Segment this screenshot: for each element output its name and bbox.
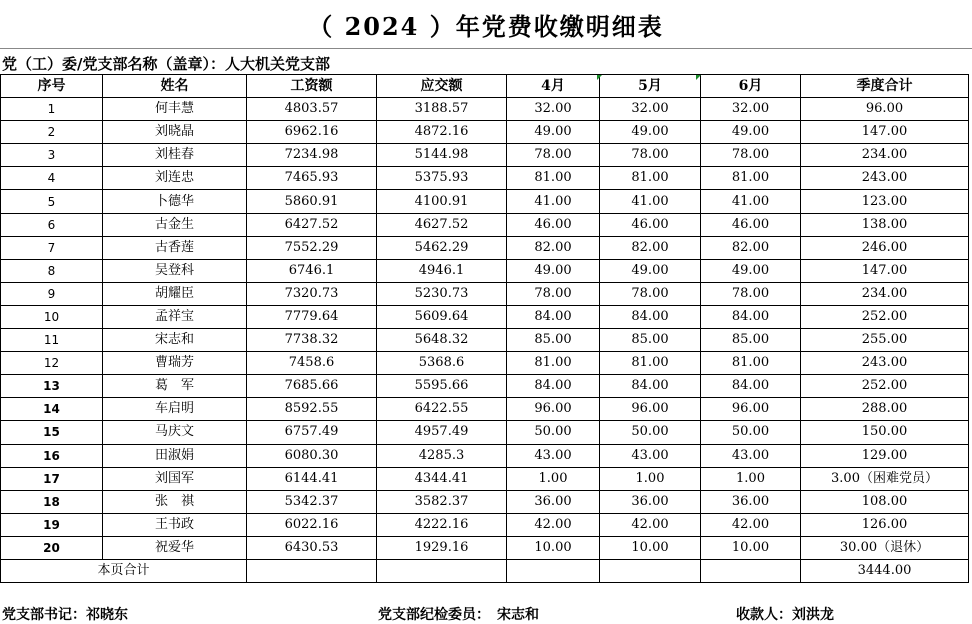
- header-quarter-total: 季度合计: [801, 75, 969, 98]
- row-april: 10.00: [507, 536, 600, 559]
- row-name: 曹瑞芳: [103, 352, 247, 375]
- row-name: 祝爱华: [103, 536, 247, 559]
- row-name: 吴登科: [103, 259, 247, 282]
- row-salary: 7320.73: [247, 282, 377, 305]
- row-quarter-total: 243.00: [801, 352, 969, 375]
- row-no: 4: [1, 167, 103, 190]
- table-row: [1, 259, 969, 282]
- row-no: 14: [1, 398, 103, 421]
- header-name: 姓名: [103, 75, 247, 98]
- row-name: 马庆文: [103, 421, 247, 444]
- row-june: 49.00: [701, 259, 801, 282]
- row-due: 4872.16: [377, 121, 507, 144]
- row-due: 4344.41: [377, 467, 507, 490]
- row-may: 49.00: [600, 121, 701, 144]
- row-quarter-total: 126.00: [801, 513, 969, 536]
- row-due: 6422.55: [377, 398, 507, 421]
- page-total-blank: [377, 559, 507, 582]
- row-salary: 7458.6: [247, 352, 377, 375]
- row-due: 3582.37: [377, 490, 507, 513]
- row-quarter-total: 255.00: [801, 329, 969, 352]
- row-quarter-total: 147.00: [801, 121, 969, 144]
- row-april: 82.00: [507, 236, 600, 259]
- row-no: 16: [1, 444, 103, 467]
- row-quarter-total: 3.00（困难党员）: [801, 467, 969, 490]
- page-total-blank: [507, 559, 600, 582]
- page-total-label: 本页合计: [1, 559, 247, 582]
- table-row: [1, 490, 969, 513]
- row-april: 50.00: [507, 421, 600, 444]
- row-name: 车启明: [103, 398, 247, 421]
- row-april: 78.00: [507, 282, 600, 305]
- row-no: 19: [1, 513, 103, 536]
- row-april: 41.00: [507, 190, 600, 213]
- row-june: 85.00: [701, 329, 801, 352]
- row-due: 5462.29: [377, 236, 507, 259]
- row-june: 78.00: [701, 144, 801, 167]
- table-row: [1, 329, 969, 352]
- row-june: 46.00: [701, 213, 801, 236]
- row-no: 6: [1, 213, 103, 236]
- page-total-blank: [701, 559, 801, 582]
- row-may: 85.00: [600, 329, 701, 352]
- row-april: 84.00: [507, 375, 600, 398]
- row-may: 81.00: [600, 352, 701, 375]
- header-row: [1, 75, 969, 98]
- row-name: 刘晓晶: [103, 121, 247, 144]
- cell-comment-marker: [597, 75, 602, 80]
- table-row: [1, 305, 969, 328]
- row-june: 84.00: [701, 375, 801, 398]
- row-may: 43.00: [600, 444, 701, 467]
- row-may: 78.00: [600, 144, 701, 167]
- page-title: （ 2024 ）年党费收缴明细表: [308, 11, 664, 41]
- row-april: 49.00: [507, 259, 600, 282]
- table-row: [1, 398, 969, 421]
- row-no: 8: [1, 259, 103, 282]
- row-salary: 7779.64: [247, 305, 377, 328]
- row-salary: 7685.66: [247, 375, 377, 398]
- receiver-signature: 收款人：刘洪龙: [736, 607, 834, 623]
- table-row: [1, 213, 969, 236]
- row-salary: 6427.52: [247, 213, 377, 236]
- row-no: 10: [1, 305, 103, 328]
- row-due: 4285.3: [377, 444, 507, 467]
- row-salary: 7552.29: [247, 236, 377, 259]
- row-may: 10.00: [600, 536, 701, 559]
- row-name: 孟祥宝: [103, 305, 247, 328]
- row-due: 5595.66: [377, 375, 507, 398]
- row-no: 18: [1, 490, 103, 513]
- row-june: 41.00: [701, 190, 801, 213]
- row-name: 田淑娟: [103, 444, 247, 467]
- row-due: 4222.16: [377, 513, 507, 536]
- row-june: 36.00: [701, 490, 801, 513]
- row-salary: 6080.30: [247, 444, 377, 467]
- row-april: 36.00: [507, 490, 600, 513]
- org-name-line: 党（工）委/党支部名称（盖章）：人大机关党支部: [2, 55, 330, 73]
- row-quarter-total: 252.00: [801, 375, 969, 398]
- row-no: 7: [1, 236, 103, 259]
- row-june: 84.00: [701, 305, 801, 328]
- row-june: 43.00: [701, 444, 801, 467]
- row-quarter-total: 234.00: [801, 282, 969, 305]
- row-april: 32.00: [507, 98, 600, 121]
- row-june: 50.00: [701, 421, 801, 444]
- table-row: [1, 236, 969, 259]
- row-name: 古金生: [103, 213, 247, 236]
- table-row: [1, 513, 969, 536]
- row-due: 4946.1: [377, 259, 507, 282]
- secretary-signature: 党支部书记：祁晓东: [2, 607, 128, 623]
- header-due: 应交额: [377, 75, 507, 98]
- row-no: 2: [1, 121, 103, 144]
- row-due: 5375.93: [377, 167, 507, 190]
- row-may: 1.00: [600, 467, 701, 490]
- row-name: 卜德华: [103, 190, 247, 213]
- row-due: 4627.52: [377, 213, 507, 236]
- row-may: 41.00: [600, 190, 701, 213]
- header-april: 4月: [507, 75, 600, 98]
- row-name: 胡耀臣: [103, 282, 247, 305]
- row-due: 5368.6: [377, 352, 507, 375]
- row-salary: 6962.16: [247, 121, 377, 144]
- row-salary: 8592.55: [247, 398, 377, 421]
- table-row: [1, 352, 969, 375]
- table-row: [1, 467, 969, 490]
- row-no: 5: [1, 190, 103, 213]
- row-no: 11: [1, 329, 103, 352]
- row-salary: 7738.32: [247, 329, 377, 352]
- row-salary: 5342.37: [247, 490, 377, 513]
- row-salary: 4803.57: [247, 98, 377, 121]
- row-april: 81.00: [507, 167, 600, 190]
- title-divider: [0, 48, 972, 49]
- row-june: 10.00: [701, 536, 801, 559]
- row-no: 15: [1, 421, 103, 444]
- row-april: 85.00: [507, 329, 600, 352]
- row-may: 42.00: [600, 513, 701, 536]
- cell-comment-marker: [696, 75, 701, 80]
- row-salary: 7465.93: [247, 167, 377, 190]
- table-row: [1, 167, 969, 190]
- row-may: 36.00: [600, 490, 701, 513]
- row-may: 84.00: [600, 375, 701, 398]
- page-total-blank: [247, 559, 377, 582]
- row-quarter-total: 138.00: [801, 213, 969, 236]
- row-name: 葛 军: [103, 375, 247, 398]
- row-april: 46.00: [507, 213, 600, 236]
- row-april: 96.00: [507, 398, 600, 421]
- row-april: 78.00: [507, 144, 600, 167]
- row-no: 1: [1, 98, 103, 121]
- row-salary: 6746.1: [247, 259, 377, 282]
- page-total-value: 3444.00: [801, 559, 969, 582]
- row-name: 刘连忠: [103, 167, 247, 190]
- row-quarter-total: 129.00: [801, 444, 969, 467]
- row-due: 5648.32: [377, 329, 507, 352]
- inspector-signature: 党支部纪检委员： 宋志和: [378, 607, 539, 623]
- row-may: 49.00: [600, 259, 701, 282]
- row-june: 49.00: [701, 121, 801, 144]
- row-name: 刘国军: [103, 467, 247, 490]
- row-may: 81.00: [600, 167, 701, 190]
- row-no: 20: [1, 536, 103, 559]
- header-salary: 工资额: [247, 75, 377, 98]
- row-may: 46.00: [600, 213, 701, 236]
- row-may: 78.00: [600, 282, 701, 305]
- row-quarter-total: 108.00: [801, 490, 969, 513]
- row-due: 4957.49: [377, 421, 507, 444]
- row-june: 96.00: [701, 398, 801, 421]
- row-salary: 7234.98: [247, 144, 377, 167]
- row-no: 9: [1, 282, 103, 305]
- row-quarter-total: 147.00: [801, 259, 969, 282]
- row-salary: 6757.49: [247, 421, 377, 444]
- row-name: 古香莲: [103, 236, 247, 259]
- row-june: 32.00: [701, 98, 801, 121]
- row-may: 50.00: [600, 421, 701, 444]
- dues-table: [0, 74, 969, 583]
- row-may: 84.00: [600, 305, 701, 328]
- row-quarter-total: 243.00: [801, 167, 969, 190]
- row-due: 5144.98: [377, 144, 507, 167]
- table-row: [1, 421, 969, 444]
- row-name: 刘桂春: [103, 144, 247, 167]
- row-salary: 6022.16: [247, 513, 377, 536]
- row-name: 王书政: [103, 513, 247, 536]
- row-may: 32.00: [600, 98, 701, 121]
- row-quarter-total: 288.00: [801, 398, 969, 421]
- row-april: 42.00: [507, 513, 600, 536]
- row-quarter-total: 30.00（退休）: [801, 536, 969, 559]
- row-april: 43.00: [507, 444, 600, 467]
- row-due: 4100.91: [377, 190, 507, 213]
- table-row: [1, 375, 969, 398]
- row-may: 82.00: [600, 236, 701, 259]
- row-quarter-total: 96.00: [801, 98, 969, 121]
- row-salary: 6144.41: [247, 467, 377, 490]
- row-may: 96.00: [600, 398, 701, 421]
- table-row: [1, 144, 969, 167]
- row-due: 5230.73: [377, 282, 507, 305]
- row-june: 1.00: [701, 467, 801, 490]
- header-no: 序号: [1, 75, 103, 98]
- row-name: 张 祺: [103, 490, 247, 513]
- row-april: 84.00: [507, 305, 600, 328]
- row-no: 17: [1, 467, 103, 490]
- row-june: 78.00: [701, 282, 801, 305]
- row-quarter-total: 234.00: [801, 144, 969, 167]
- row-april: 1.00: [507, 467, 600, 490]
- table-row: [1, 190, 969, 213]
- header-may: 5月: [600, 75, 701, 98]
- row-quarter-total: 246.00: [801, 236, 969, 259]
- row-name: 宋志和: [103, 329, 247, 352]
- row-june: 81.00: [701, 352, 801, 375]
- row-due: 3188.57: [377, 98, 507, 121]
- row-june: 42.00: [701, 513, 801, 536]
- table-row: [1, 98, 969, 121]
- row-quarter-total: 252.00: [801, 305, 969, 328]
- row-salary: 5860.91: [247, 190, 377, 213]
- row-no: 12: [1, 352, 103, 375]
- row-quarter-total: 150.00: [801, 421, 969, 444]
- page-total-row: [1, 559, 969, 582]
- page-total-blank: [600, 559, 701, 582]
- row-quarter-total: 123.00: [801, 190, 969, 213]
- row-april: 49.00: [507, 121, 600, 144]
- table-row: [1, 121, 969, 144]
- row-due: 1929.16: [377, 536, 507, 559]
- row-no: 13: [1, 375, 103, 398]
- signature-footer: [0, 602, 972, 622]
- table-row: [1, 444, 969, 467]
- row-salary: 6430.53: [247, 536, 377, 559]
- header-june: 6月: [701, 75, 801, 98]
- row-due: 5609.64: [377, 305, 507, 328]
- row-no: 3: [1, 144, 103, 167]
- table-row: [1, 536, 969, 559]
- row-name: 何丰慧: [103, 98, 247, 121]
- row-june: 81.00: [701, 167, 801, 190]
- row-june: 82.00: [701, 236, 801, 259]
- row-april: 81.00: [507, 352, 600, 375]
- table-row: [1, 282, 969, 305]
